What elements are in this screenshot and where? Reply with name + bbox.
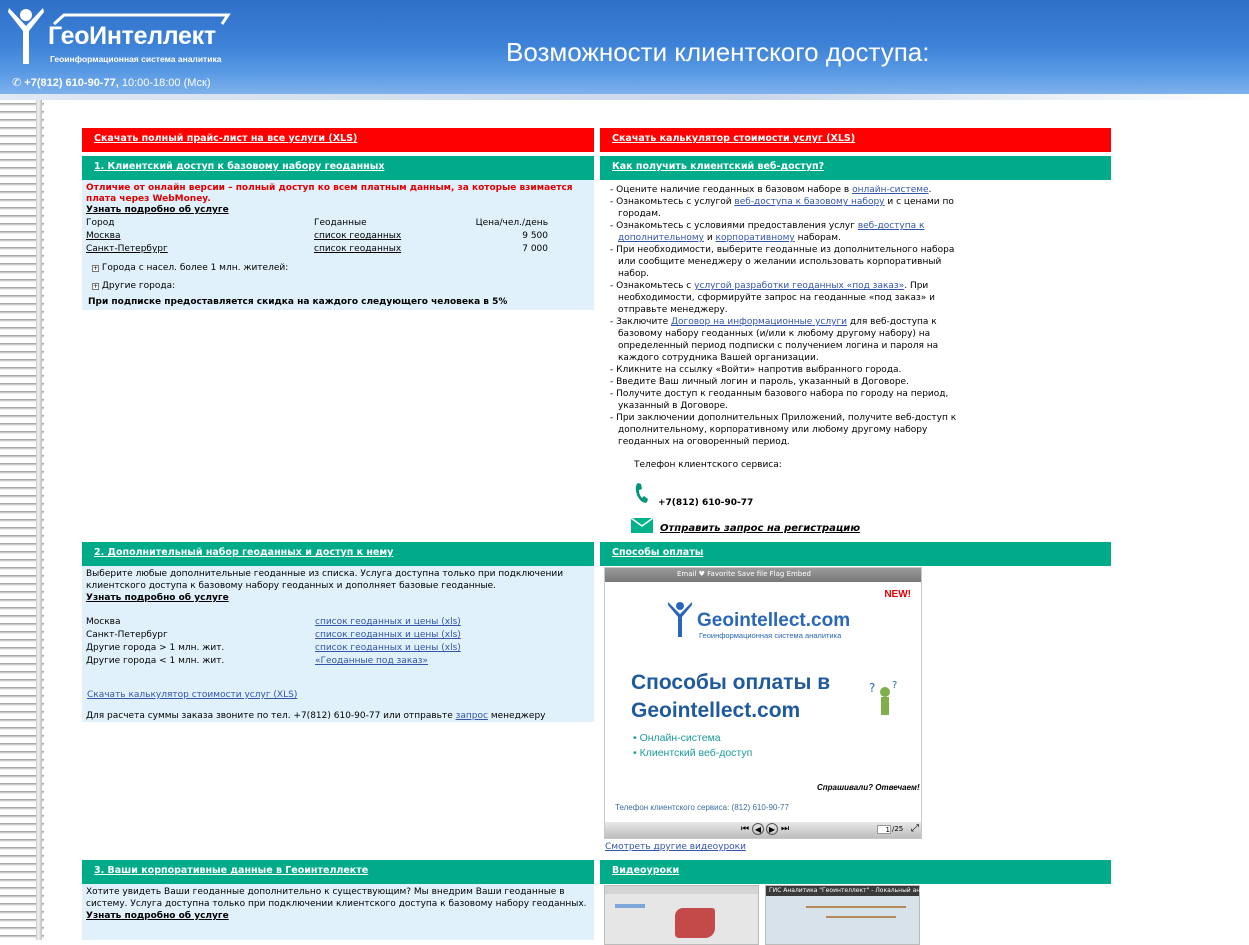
header-hours: 10:00-18:00 (Мск): [121, 77, 211, 89]
prev-slide-icon[interactable]: ⏮: [741, 824, 750, 834]
section3-description: Хотите увидеть Ваши геоданные дополнительно к существующим? Мы внедрим Ваши геоданные в систему. Услуга доступна только при подключении клиентского доступа к базовому набору геоданных.: [86, 887, 587, 909]
howto-steps: [600, 180, 972, 448]
section1-price-table: [86, 218, 548, 257]
xls-link[interactable]: список геоданных и цены (xls): [315, 643, 461, 653]
video-brand-sub: Геоинформационная система аналитика: [699, 631, 842, 640]
expand-plus-icon[interactable]: +: [93, 283, 99, 290]
section3-heading[interactable]: 3. Ваши корпоративные данные в Геоинтеллекте: [94, 865, 369, 876]
video-bullet-1: • Онлайн-система: [633, 732, 721, 744]
site-header: [0, 0, 1249, 100]
expand-large-cities-label: Города с насел. более 1 млн. жителей:: [101, 263, 289, 273]
video-thumbnail-2-title: ГИС Аналитика "Геоинтеллект" - Локальный анализ...: [766, 886, 919, 896]
table-row: [86, 616, 461, 629]
more-videos-link[interactable]: Смотреть другие видеоуроки: [605, 842, 746, 852]
list-item: - Кликните на ссылку «Войти» напротив выбранного города.: [610, 365, 902, 375]
video-thumbnail-2[interactable]: [765, 885, 941, 945]
list-item: - Ознакомьтесь с услугой веб-доступа к базовому набору и с ценами по городам.: [610, 197, 954, 219]
city-name: Другие города > 1 млн. жит.: [86, 643, 225, 653]
pricelist-bar: [82, 128, 594, 152]
list-item: - Оцените наличие геоданных в базовом наборе в онлайн-системе.: [610, 185, 932, 195]
calculator-link[interactable]: Скачать калькулятор стоимости услуг (XLS): [612, 133, 856, 144]
section2-body: [82, 566, 594, 722]
col-city: Город: [86, 218, 115, 228]
city-link[interactable]: Санкт-Петербург: [86, 244, 168, 254]
video-controls[interactable]: [605, 822, 921, 838]
header-contact: [12, 76, 211, 89]
section3-details-link[interactable]: Узнать подробно об услуге: [86, 911, 229, 921]
geodata-list-link[interactable]: список геоданных: [314, 244, 402, 254]
section-videos: [600, 860, 1111, 884]
payment-video-player[interactable]: [604, 567, 922, 839]
section1-body: [82, 180, 594, 310]
expand-other-cities-label: Другие города:: [101, 281, 176, 291]
slide-total: /25: [892, 825, 904, 833]
question-figure-icon: [867, 678, 903, 724]
slide-number-input[interactable]: 1: [877, 825, 891, 834]
table-header-row: [86, 218, 548, 231]
logo-tagline: Геоинформационная система аналитика: [50, 54, 222, 64]
video-brand: Geointellect.com: [697, 610, 851, 631]
svg-text:?: ?: [869, 681, 876, 695]
basic-access-link[interactable]: веб-доступа к базовому набору: [734, 197, 885, 207]
section1-notice: Отличие от онлайн версии – полный доступ ко всем платным данным, за которые взимается плата через WebMoney.: [86, 183, 573, 204]
section1-details-link[interactable]: Узнать подробно об услуге: [86, 205, 229, 215]
section-additional: [82, 542, 594, 722]
section1-heading[interactable]: 1. Клиентский доступ к базовому набору геоданных: [94, 161, 385, 172]
spiral-binding-edge: [36, 100, 42, 940]
additional-access-link[interactable]: веб-доступа к дополнительному: [618, 221, 925, 243]
payment-heading[interactable]: Способы оплаты: [612, 547, 704, 558]
video-title: Способы оплаты в Geointellect.com: [631, 671, 831, 722]
list-item: - Заключите Договор на информационные услуги для веб-доступа к базовому набору геоданных (и/или к любому другому набору) на определенный период подписки с получением логина и пароля на каждого сотрудника Вашей организации.: [610, 317, 939, 363]
table-row: [86, 655, 461, 668]
col-price: Цена/чел./день: [475, 218, 548, 228]
section2-footer: Для расчета суммы заказа звоните по тел. +7(812) 610-90-77 или отправьте запрос менеджеру: [86, 711, 546, 721]
corporate-link[interactable]: корпоративному: [715, 233, 795, 243]
new-badge: NEW!: [884, 589, 911, 600]
video-thumbnails: [604, 885, 941, 940]
col-geodata: Геоданные: [314, 218, 367, 228]
table-row: [86, 629, 461, 642]
list-item: - Ознакомьтесь с условиями предоставления услуг веб-доступа к дополнительному и корпоративному наборам.: [610, 221, 925, 243]
list-item: - При заключении дополнительных Приложений, получите веб-доступ к дополнительному, корпоративному или любому другому набору геоданных на оговоренный период.: [610, 413, 957, 447]
brand-person-icon: [667, 600, 693, 638]
expand-other-cities[interactable]: [92, 281, 590, 292]
list-item: - Введите Ваш личный логин и пароль, указанный в Договоре.: [610, 377, 909, 387]
city-name: Санкт-Петербург: [86, 630, 168, 640]
request-link[interactable]: запрос: [455, 711, 488, 721]
table-row: [86, 244, 548, 257]
header-phone: +7(812) 610-90-77,: [24, 77, 119, 89]
support-phone: +7(812) 610-90-77: [658, 498, 754, 508]
city-name: Москва: [86, 617, 121, 627]
video-bullet-2: • Клиентский веб-доступ: [633, 747, 753, 759]
online-system-link[interactable]: онлайн-системе: [852, 185, 929, 195]
support-label: Телефон клиентского сервиса:: [634, 460, 782, 470]
phone-handset-icon: [634, 482, 650, 504]
geodata-list-link[interactable]: список геоданных: [314, 231, 402, 241]
envelope-icon: [631, 518, 653, 533]
video-phone: Телефон клиентского сервиса: (812) 610-90-77: [615, 803, 789, 812]
table-row: [86, 231, 548, 244]
section-corporate: [82, 860, 594, 940]
city-link[interactable]: Москва: [86, 231, 121, 241]
xls-link[interactable]: список геоданных и цены (xls): [315, 630, 461, 640]
discount-note: При подписке предоставляется скидка на каждого следующего человека в 5%: [88, 297, 508, 307]
price-value: 9 500: [522, 231, 548, 241]
svg-text:?: ?: [892, 680, 898, 691]
price-value: 7 000: [522, 244, 548, 254]
video-thumbnail-1[interactable]: [604, 885, 759, 945]
list-item: - При необходимости, выберите геоданные из дополнительного набора или сообщите менеджеру о желании использовать корпоративный набор.: [610, 245, 955, 279]
video-toolbar[interactable]: Email ♥ Favorite Save file Flag Embed: [605, 568, 921, 582]
howto-heading[interactable]: Как получить клиентский веб-доступ?: [612, 161, 825, 172]
expand-large-cities[interactable]: [92, 263, 590, 274]
section-basic-access: [82, 156, 594, 310]
play-icon[interactable]: ▶: [766, 823, 778, 835]
back-icon[interactable]: ◀: [752, 823, 764, 835]
videos-heading[interactable]: Видеоуроки: [612, 865, 680, 876]
section3-body: [82, 884, 594, 940]
section2-calculator-link[interactable]: Скачать калькулятор стоимости услуг (XLS): [87, 690, 298, 700]
fullscreen-icon[interactable]: ⤢: [911, 823, 919, 834]
page-title: Возможности клиентского доступа:: [506, 37, 930, 67]
contract-link[interactable]: Договор на информационные услуги: [670, 317, 848, 327]
video-qa: Спрашивали? Отвечаем!: [817, 783, 920, 792]
pricelist-link[interactable]: Скачать полный прайс-лист на все услуги (XLS): [94, 133, 358, 144]
calculator-bar: [600, 128, 1111, 152]
custom-order-link[interactable]: «Геоданные под заказ»: [315, 656, 429, 666]
list-item: - Ознакомьтесь с услугой разработки геоданных «под заказ». При необходимости, сформируйте запрос на геоданные «под заказ» и отправьте менеджеру.: [610, 281, 935, 315]
section-howto: [600, 156, 1111, 534]
custom-geodata-link[interactable]: услугой разработки геоданных «под заказ»: [694, 281, 905, 291]
section-payment: [600, 542, 1111, 566]
section2-heading[interactable]: 2. Дополнительный набор геоданных и доступ к нему: [94, 547, 394, 558]
table-row: [86, 642, 461, 655]
logo-person-icon: [6, 4, 46, 66]
city-name: Другие города < 1 млн. жит.: [86, 656, 225, 666]
expand-plus-icon[interactable]: +: [93, 265, 99, 272]
section2-description: Выберите любые дополнительные геоданные из списка. Услуга доступна только при подключении клиентского доступа к базовому набору геоданных и дополняет базовые геоданные.: [86, 569, 564, 591]
register-request-link[interactable]: Отправить запрос на регистрацию: [660, 523, 861, 534]
logo-title[interactable]: ГеоИнтеллект: [48, 22, 216, 50]
phone-icon: ✆: [12, 77, 22, 89]
section2-city-table: [86, 616, 461, 668]
next-slide-icon[interactable]: ⏭: [781, 824, 790, 834]
list-item: - Получите доступ к геоданным базового набора по городу на период, указанный в Договоре.: [610, 389, 949, 411]
section2-details-link[interactable]: Узнать подробно об услуге: [86, 593, 229, 603]
xls-link[interactable]: список геоданных и цены (xls): [315, 617, 461, 627]
